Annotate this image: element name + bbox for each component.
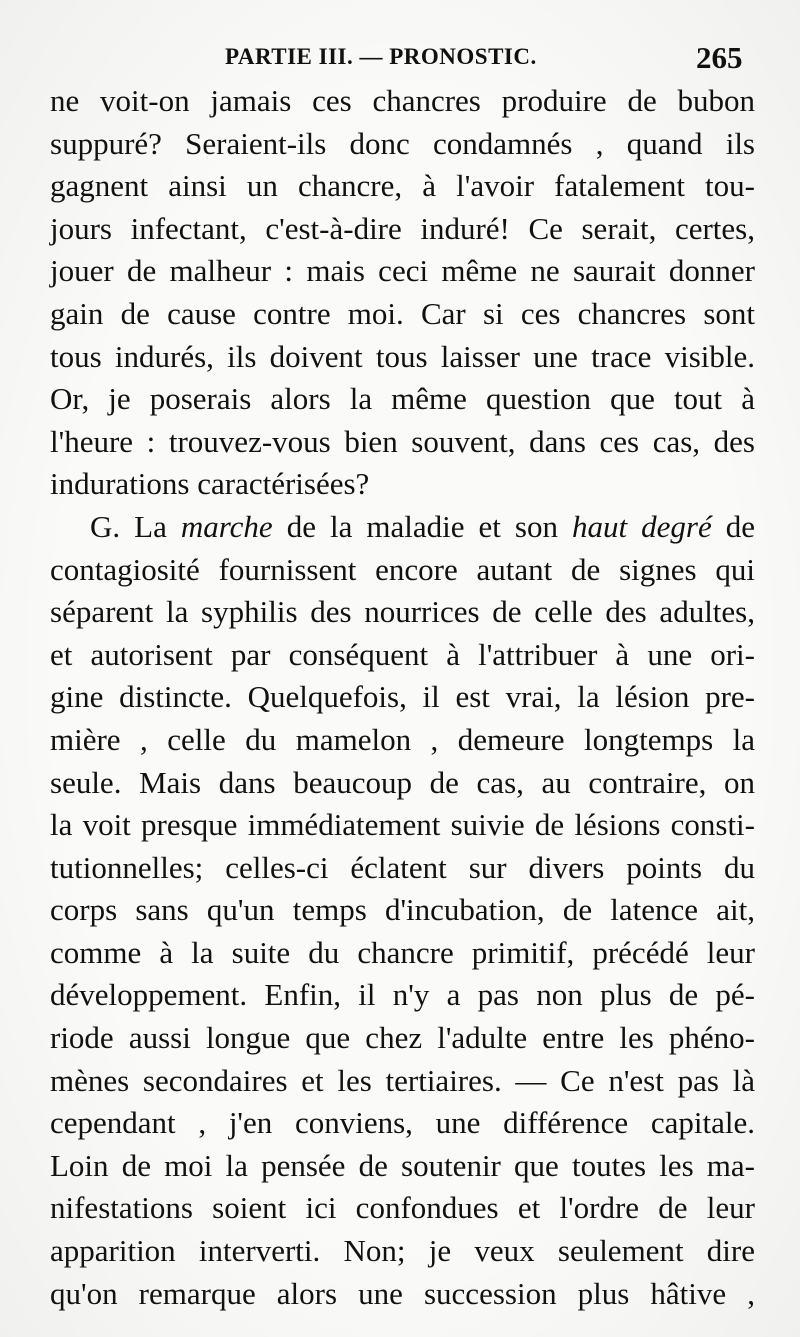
text-line: et autorisent par conséquent à l'attribuer à une ori- (50, 636, 755, 672)
text-line: jouer de malheur : mais ceci même ne saurait donner (50, 253, 755, 289)
text-line: nifestations soient ici confondues et l'ordre de leur (50, 1190, 755, 1226)
text-fragment: de (711, 508, 755, 544)
text-line: mènes secondaires et les tertiaires. — Ce n'est pas là (50, 1062, 755, 1098)
page-header (0, 40, 800, 80)
text-line: gagnent ainsi un chancre, à l'avoir fatalement tou- (50, 168, 755, 204)
page-number: 265 (696, 40, 743, 75)
text-line: contagiosité fournissent encore autant de signes qui (50, 551, 755, 587)
text-line: Or, je poserais alors la même question que tout à (50, 381, 755, 417)
italic-term: marche (180, 508, 273, 544)
italic-term: haut degré (572, 508, 712, 544)
text-line: riode aussi longue que chez l'adulte entre les phéno- (50, 1020, 755, 1056)
text-line: tutionnelles; celles-ci éclatent sur divers points du (50, 849, 755, 885)
text-line: apparition interverti. Non; je veux seulement dire (50, 1233, 755, 1269)
text-fragment: de la maladie et son (272, 508, 572, 544)
text-line: qu'on remarque alors une succession plus hâtive , (50, 1275, 755, 1311)
text-line: indurations caractérisées? (50, 466, 370, 502)
text-line: séparent la syphilis des nourrices de celle des adultes, (50, 594, 755, 630)
text-line: Loin de moi la pensée de soutenir que toutes les ma- (50, 1147, 755, 1183)
body-text (50, 80, 755, 1315)
text-line: ne voit-on jamais ces chancres produire de bubon (50, 83, 755, 118)
text-fragment: G. La (90, 508, 181, 544)
text-line: comme à la suite du chancre primitif, précédé leur (50, 934, 755, 970)
text-line: suppuré? Seraient-ils donc condamnés , quand ils (50, 125, 755, 161)
text-line: la voit presque immédiatement suivie de lésions consti- (50, 807, 755, 843)
running-title: PARTIE III. — PRONOSTIC. (225, 44, 537, 69)
text-line: l'heure : trouvez-vous bien souvent, dans ces cas, des (50, 423, 755, 459)
text-line (50, 506, 755, 549)
text-line: mière , celle du mamelon , demeure longtemps la (50, 721, 755, 757)
text-line: gine distincte. Quelquefois, il est vrai, la lésion pre- (50, 679, 755, 715)
text-line: tous indurés, ils doivent tous laisser une trace visible. (50, 338, 755, 374)
text-line: cependant , j'en conviens, une différence capitale. (50, 1105, 755, 1141)
text-line: corps sans qu'un temps d'incubation, de latence ait, (50, 892, 755, 928)
text-line: jours infectant, c'est-à-dire induré! Ce serait, certes, (50, 210, 755, 246)
text-line: seule. Mais dans beaucoup de cas, au contraire, on (50, 764, 755, 800)
text-line: gain de cause contre moi. Car si ces chancres sont (50, 295, 755, 331)
text-line: développement. Enfin, il n'y a pas non plus de pé- (50, 977, 755, 1013)
